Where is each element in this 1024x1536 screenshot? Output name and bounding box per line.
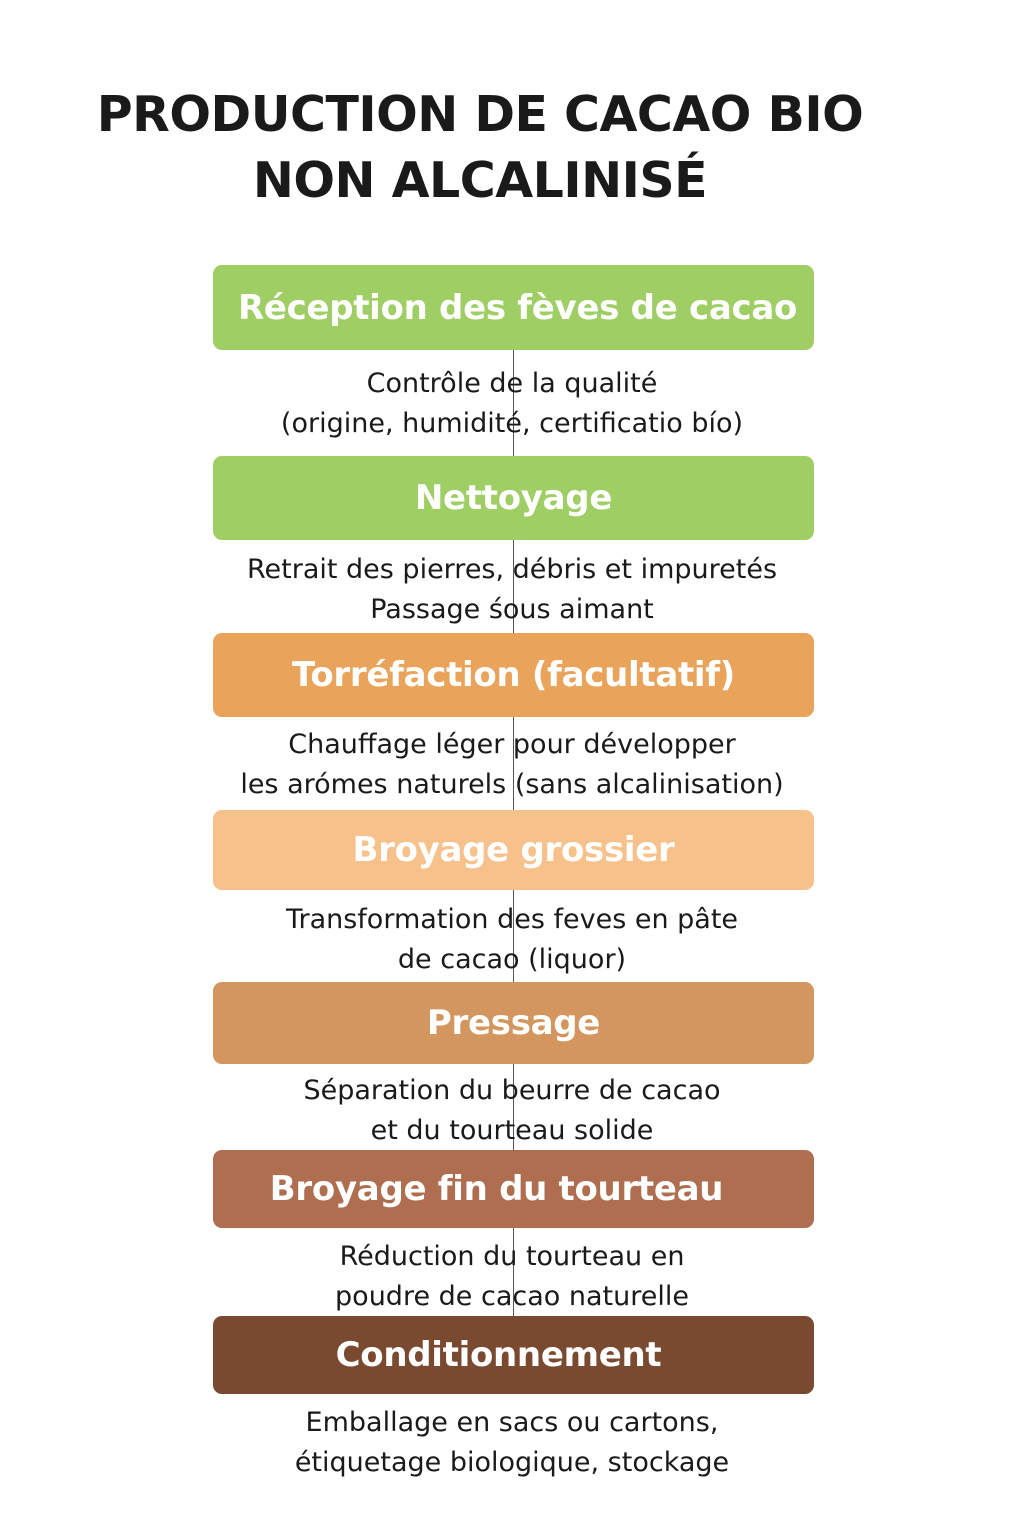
step-description bbox=[150, 1237, 874, 1317]
step-description-line: Séparation du beurre de cacao bbox=[303, 1075, 721, 1106]
step-box-broyage-fin bbox=[213, 1150, 814, 1228]
step-box-pressage bbox=[213, 982, 814, 1064]
step-description bbox=[150, 364, 874, 444]
step-description-line: les arómes naturels (sans alcalinisation) bbox=[240, 769, 784, 800]
step-description-line: Chauffage léger pour développer bbox=[288, 729, 736, 760]
step-description-line: (origine, humidité, certificatio bío) bbox=[280, 408, 744, 439]
step-description-line: étiquetage biologique, stockage bbox=[294, 1447, 730, 1478]
diagram-title-line-2: NON ALCALINISÉ bbox=[252, 152, 708, 209]
step-description-line: Réduction du tourteau en bbox=[339, 1241, 685, 1272]
step-label: Broyage fin du tourteau bbox=[269, 1169, 724, 1209]
step-description bbox=[150, 1071, 874, 1151]
diagram-title-line-1: PRODUCTION DE CACAO BIO bbox=[96, 86, 864, 143]
step-description-line: Retrait des pierres, débris et impuretés bbox=[246, 554, 778, 585]
step-label: Conditionnement bbox=[335, 1335, 662, 1375]
step-box-broyage-grossier bbox=[213, 810, 814, 890]
step-box-conditionnement bbox=[213, 1316, 814, 1394]
step-label: Pressage bbox=[426, 1003, 601, 1043]
step-description-line: de cacao (liquor) bbox=[397, 944, 627, 975]
step-label: Nettoyage bbox=[414, 478, 613, 518]
step-description bbox=[150, 1403, 874, 1483]
step-label: Réception des fèves de cacao bbox=[237, 287, 798, 328]
step-description-line: Transformation des feves en pâte bbox=[285, 904, 739, 935]
step-description-line: et du tourteau solide bbox=[370, 1115, 654, 1146]
step-description-line: poudre de cacao naturelle bbox=[335, 1281, 689, 1312]
step-box-nettoyage bbox=[213, 456, 814, 540]
step-description bbox=[150, 550, 874, 630]
step-description-line: Emballage en sacs ou cartons, bbox=[305, 1407, 719, 1438]
step-label: Torréfaction (facultatif) bbox=[291, 655, 736, 695]
step-box-torrefaction bbox=[213, 633, 814, 717]
step-description bbox=[150, 900, 874, 980]
step-description-line: Passage śous aimant bbox=[370, 594, 654, 625]
step-label: Broyage grossier bbox=[352, 830, 675, 870]
step-description bbox=[150, 725, 874, 805]
step-box-reception bbox=[213, 265, 814, 350]
step-description-line: Contrôle de la qualité bbox=[366, 368, 658, 399]
